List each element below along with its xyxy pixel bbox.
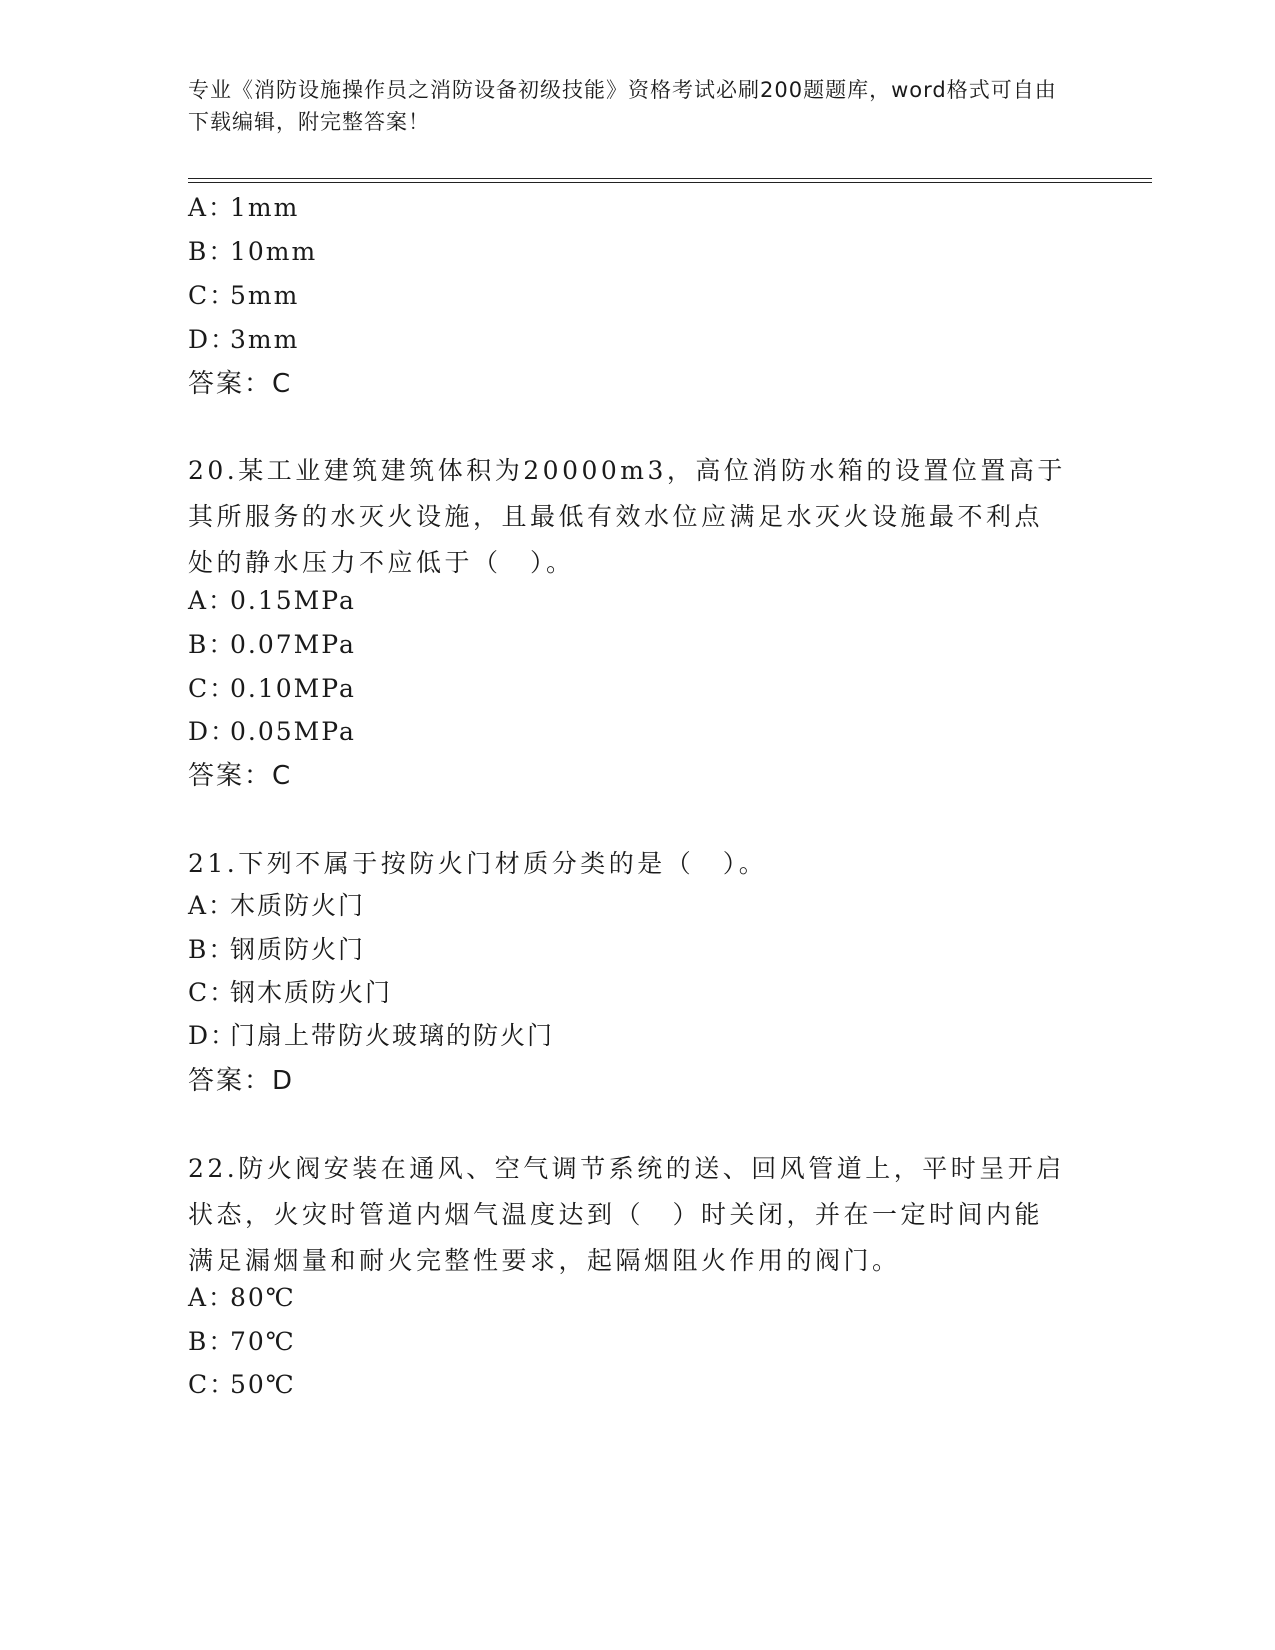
option-b: B：钢质防火门 bbox=[188, 935, 366, 964]
option-a: A：0.15MPa bbox=[188, 586, 356, 615]
answer-line: 答案：D bbox=[188, 1066, 295, 1096]
header-divider-top bbox=[188, 178, 1152, 179]
header-divider-bottom bbox=[188, 182, 1152, 183]
option-d: D：0.05MPa bbox=[188, 717, 356, 746]
option-c: C：5mm bbox=[188, 281, 300, 310]
question-stem-22: 22.防火阀安装在通风、空气调节系统的送、回风管道上，平时呈开启状态，火灾时管道内烟气温度达到（ ）时关闭，并在一定时间内能满足漏烟量和耐火完整性要求，起隔烟阻火作用的阀门。 bbox=[188, 1154, 1065, 1275]
document-header: 专业《消防设施操作员之消防设备初级技能》资格考试必刷200题题库，word格式可自由下载编辑，附完整答案！ bbox=[188, 78, 1057, 134]
option-c: C：50℃ bbox=[188, 1370, 296, 1399]
option-a: A：80℃ bbox=[188, 1283, 296, 1312]
question-stem-21: 21.下列不属于按防火门材质分类的是（ ）。 bbox=[188, 849, 768, 878]
answer-line: 答案：C bbox=[188, 369, 293, 399]
option-b: B：70℃ bbox=[188, 1327, 296, 1356]
option-c: C：0.10MPa bbox=[188, 674, 356, 703]
answer-line: 答案：C bbox=[188, 761, 293, 791]
option-a: A：木质防火门 bbox=[188, 891, 366, 920]
option-c: C：钢木质防火门 bbox=[188, 978, 393, 1007]
option-b: B：0.07MPa bbox=[188, 630, 356, 659]
option-b: B：10mm bbox=[188, 237, 318, 266]
option-a: A：1mm bbox=[188, 193, 300, 222]
option-d: D：3mm bbox=[188, 325, 300, 354]
question-stem-20: 20.某工业建筑建筑体积为20000m3，高位消防水箱的设置位置高于其所服务的水灭火设施，且最低有效水位应满足水灭火设施最不利点处的静水压力不应低于（ ）。 bbox=[188, 456, 1066, 577]
option-d: D：门扇上带防火玻璃的防火门 bbox=[188, 1021, 555, 1050]
